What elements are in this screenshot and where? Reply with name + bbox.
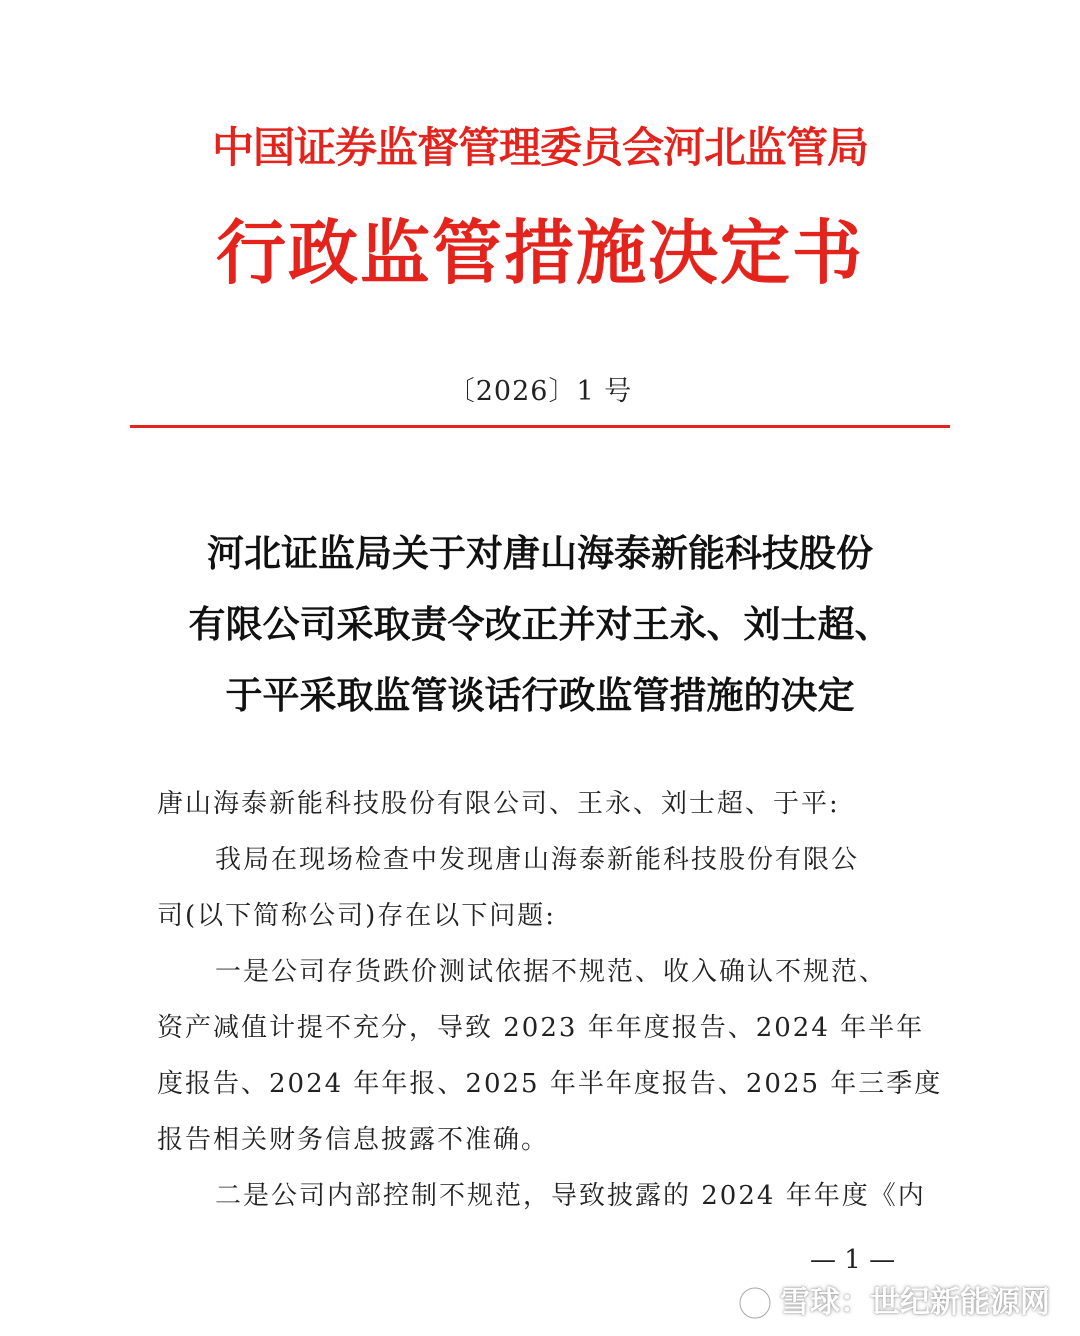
- body-line: 二是公司内部控制不规范，导致披露的 2024 年年度《内: [215, 1181, 926, 1211]
- page-number: — 1 —: [810, 1245, 896, 1275]
- addressee-line: 唐山海泰新能科技股份有限公司、王永、刘士超、于平:: [157, 789, 840, 819]
- red-divider-line: [130, 425, 950, 428]
- decision-body: [157, 776, 943, 1224]
- subject-line: 河北证监局关于对唐山海泰新能科技股份: [207, 531, 873, 575]
- body-line: 报告相关财务信息披露不准确。: [157, 1125, 550, 1155]
- body-line: 一是公司存货跌价测试依据不规范、收入确认不规范、: [215, 957, 888, 987]
- snowball-logo-icon: [738, 1286, 772, 1320]
- body-line: 度报告、2024 年年报、2025 年半年度报告、2025 年三季度: [157, 1069, 943, 1099]
- issuing-authority: 中国证券监督管理委员会河北监管局: [211, 123, 868, 172]
- watermark: [738, 1283, 1050, 1323]
- body-line: 资产减值计提不充分，导致 2023 年年度报告、2024 年半年: [157, 1013, 925, 1043]
- document-type-title: 行政监管措施决定书: [216, 211, 864, 294]
- watermark-text: 雪球：世纪新能源网: [780, 1285, 1050, 1320]
- body-line: 司(以下简称公司)存在以下问题:: [157, 901, 557, 931]
- document-number: 〔2026〕1 号: [447, 376, 633, 407]
- subject-line: 有限公司采取责令改正并对王永、刘士超、: [188, 602, 892, 646]
- subject-line: 于平采取监管谈话行政监管措施的决定: [225, 673, 855, 717]
- decision-subject: [100, 518, 980, 731]
- body-line: 我局在现场检查中发现唐山海泰新能科技股份有限公: [215, 845, 860, 875]
